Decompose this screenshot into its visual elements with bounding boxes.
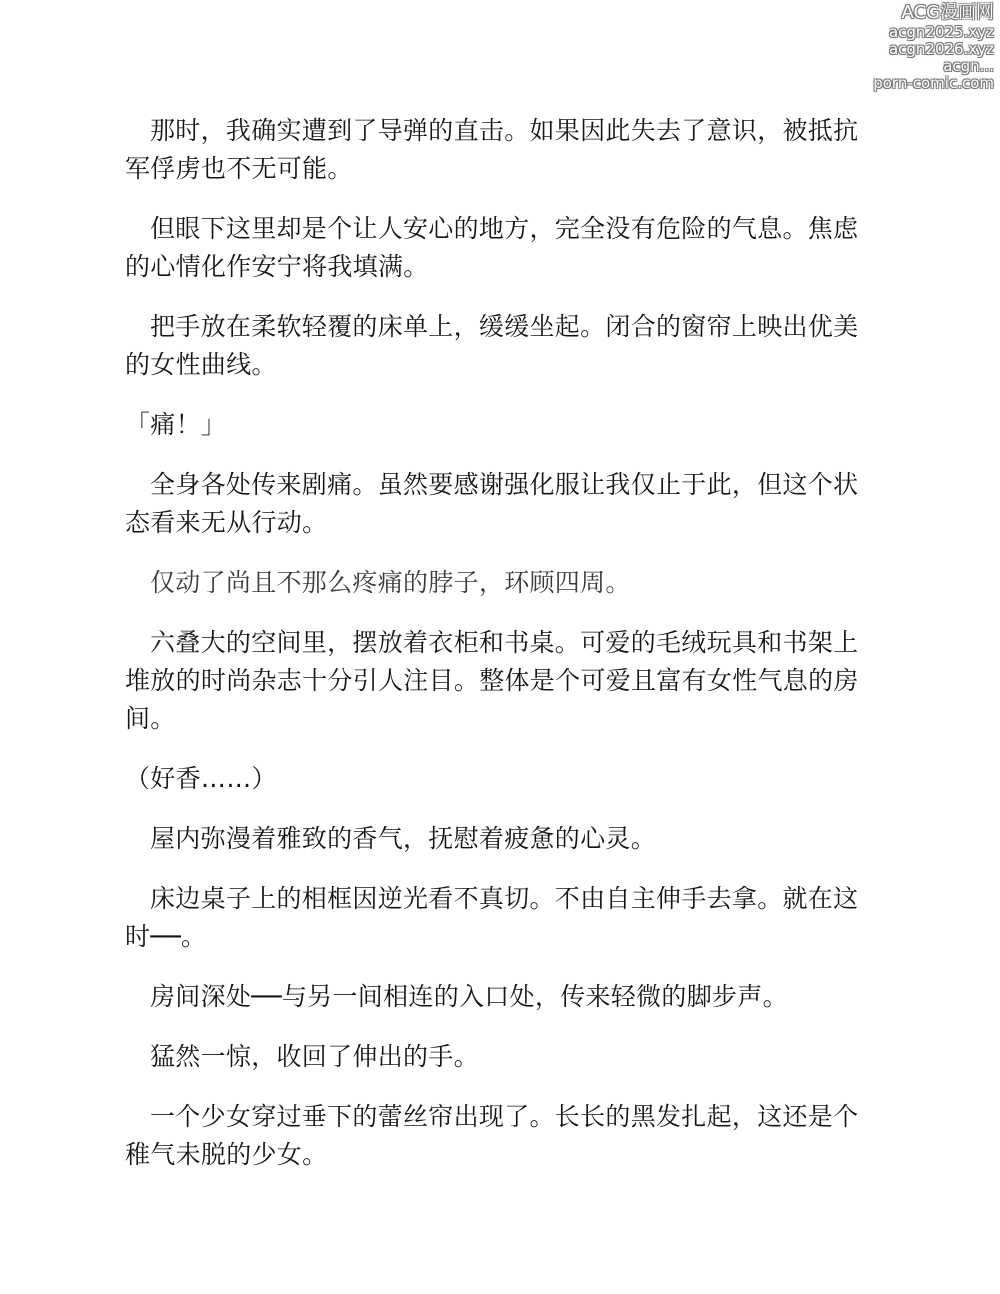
watermark-domain-1: acgn2025.xyz	[888, 23, 994, 41]
inner-thought-line: （好香……）	[125, 764, 277, 793]
watermark-brand: ACG漫画网	[901, 2, 994, 23]
watermark-domain-4: porn-comic.com	[873, 74, 994, 92]
paragraph-13: 一个少女穿过垂下的蕾丝帘出现了。长长的黑发扎起，这还是个稚气未脱的少女。	[125, 1102, 859, 1169]
dialogue-line-pain: 「痛！」	[125, 410, 227, 439]
paragraph-2: 但眼下这里却是个让人安心的地方，完全没有危险的气息。焦虑的心情化作安宁将我填满。	[125, 214, 859, 281]
paragraph-7: 六叠大的空间里，摆放着衣柜和书桌。可爱的毛绒玩具和书架上堆放的时尚杂志十分引人注目。整体是个可爱且富有女性气息的房间。	[125, 628, 859, 733]
watermark-domain-2: acgn2026.xyz	[888, 40, 994, 58]
paragraph-5: 全身各处传来剧痛。虽然要感谢强化服让我仅止于此，但这个状态看来无从行动。	[125, 470, 859, 537]
watermark-domain-3: acgn...	[943, 57, 994, 75]
site-watermark	[834, 2, 994, 92]
paragraph-12: 猛然一惊，收回了伸出的手。	[150, 1042, 479, 1071]
paragraph-6: 仅动了尚且不那么疼痛的脖子，环顾四周。	[150, 568, 631, 597]
paragraph-11: 房间深处──与另一间相连的入口处，传来轻微的脚步声。	[150, 982, 788, 1011]
paragraph-3: 把手放在柔软轻覆的床单上，缓缓坐起。闭合的窗帘上映出优美的女性曲线。	[125, 312, 859, 379]
paragraph-1: 那时，我确实遭到了导弹的直击。如果因此失去了意识，被抵抗军俘虏也不无可能。	[125, 116, 859, 183]
paragraph-10: 床边桌子上的相框因逆光看不真切。不由自主伸手去拿。就在这时──。	[125, 884, 859, 951]
paragraph-9: 屋内弥漫着雅致的香气，抚慰着疲惫的心灵。	[150, 824, 657, 853]
novel-text-body	[125, 112, 865, 1196]
